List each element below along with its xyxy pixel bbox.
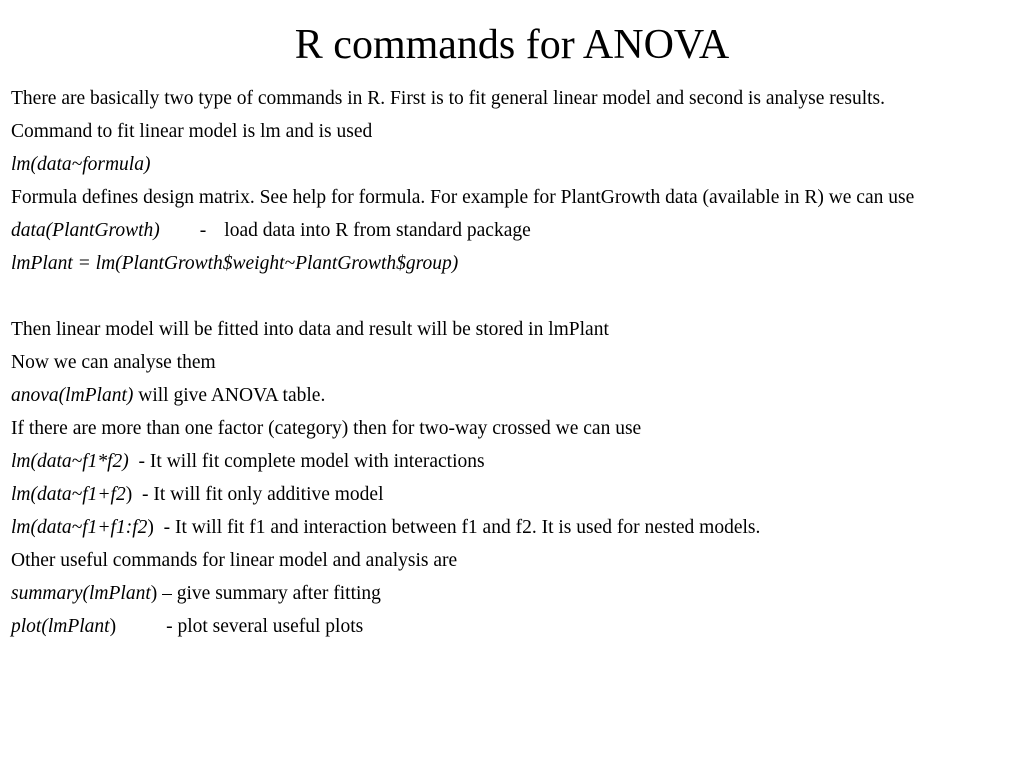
dash: - xyxy=(199,220,207,241)
line-additive-model xyxy=(11,482,1001,508)
line-plot-desc: - plot several useful plots xyxy=(166,616,364,637)
slide-body xyxy=(11,86,1001,647)
paren-close: ) xyxy=(147,517,154,538)
line-lmplant-assign: lmPlant = lm(PlantGrowth$weight~PlantGrowth$group) xyxy=(11,253,459,274)
code-lm-nested: lm(data~f1+f1:f2 xyxy=(11,517,148,538)
code-anova: anova(lmPlant) xyxy=(11,385,134,406)
line-data-load-desc: load data into R from standard package xyxy=(224,220,531,241)
line-intro: There are basically two type of commands in R. First is to fit general linear model and second is analyse results. xyxy=(11,88,886,109)
code-lm-interaction: lm(data~f1*f2) xyxy=(11,451,129,472)
line-two-way: If there are more than one factor (category) then for two-way crossed we can use xyxy=(11,418,642,439)
line-fitted: Then linear model will be fitted into data and result will be stored in lmPlant xyxy=(11,319,609,340)
code-lm-additive: lm(data~f1+f2 xyxy=(11,484,126,505)
line-complete-model xyxy=(11,449,1001,475)
line-lm-syntax: lm(data~formula) xyxy=(11,154,151,175)
line-data-load xyxy=(11,218,1001,244)
line-summary xyxy=(11,581,1001,607)
paren-close: ) xyxy=(150,583,158,604)
line-analyse: Now we can analyse them xyxy=(11,352,216,373)
code-plot: plot(lmPlant xyxy=(11,616,110,637)
line-lm-command: Command to fit linear model is lm and is used xyxy=(11,121,373,142)
paren-close: ) xyxy=(125,484,133,505)
line-anova-desc: will give ANOVA table. xyxy=(133,385,326,406)
line-other-commands: Other useful commands for linear model and analysis are xyxy=(11,550,458,571)
line-additive-model-desc: - It will fit only additive model xyxy=(132,484,384,505)
line-complete-model-desc: - It will fit complete model with interactions xyxy=(128,451,485,472)
code-summary: summary(lmPlant xyxy=(11,583,151,604)
paren-close: ) xyxy=(109,616,117,637)
blank-line xyxy=(11,284,1001,310)
slide-title: R commands for ANOVA xyxy=(294,22,730,68)
line-nested-model-desc: - It will fit f1 and interaction between f1 and f2. It is used for nested models. xyxy=(153,517,761,538)
line-nested-model xyxy=(11,515,1001,541)
line-summary-desc: – give summary after fitting xyxy=(157,583,381,604)
line-anova xyxy=(11,383,1001,409)
line-plot xyxy=(11,614,1001,640)
line-formula-desc: Formula defines design matrix. See help for formula. For example for PlantGrowth data (available in R) we can use xyxy=(11,187,915,208)
code-data-plantgrowth: data(PlantGrowth) xyxy=(11,220,160,241)
